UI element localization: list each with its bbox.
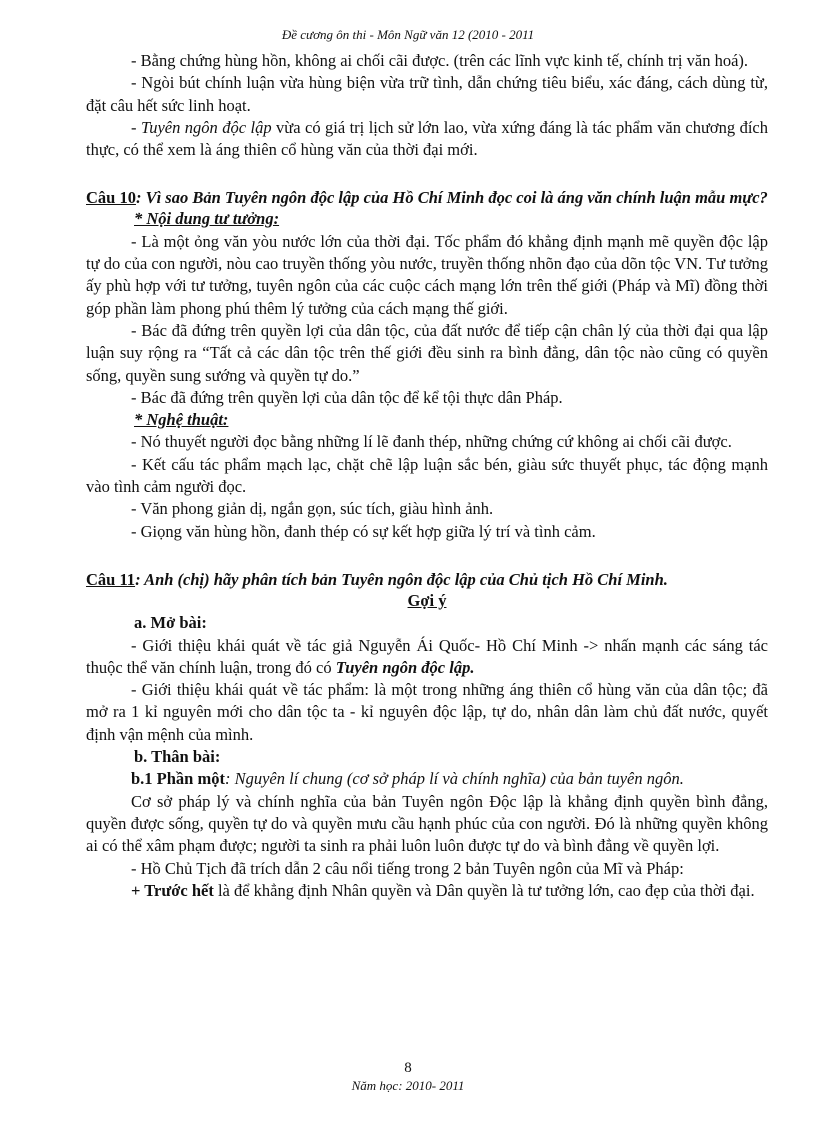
suggestion-heading: Gợi ý: [407, 590, 447, 610]
intro-item-2: - Giới thiệu khái quát về tác phẩm: là một trong những áng thiên cổ hùng văn của dân tộc; đã mở ra 1 kỉ nguyên mới cho dân tộc ta - kỉ nguyên độc lập, tự do, nhân dân làm chủ đất nước, quyết định vận mệnh của mình.: [86, 680, 768, 744]
part-one-title: : Nguyên lí chung (cơ sở pháp lí và chính nghĩa) của bản tuyên ngôn.: [224, 769, 684, 789]
part-one-paragraph-3: [86, 880, 768, 902]
paragraph-evidence: - Bằng chứng hùng hồn, không ai chối cãi được. (trên các lĩnh vực kinh tế, chính trị văn hoá).: [131, 51, 749, 70]
tnd-rest: vừa có giá trị lịch sử lớn lao, vừa xứng đáng là tác phẩm văn chương đích thực, có thể xem là áng thiên cổ hùng văn của thời đại mới.: [86, 117, 768, 160]
first-of-all-rest: là để khẳng định Nhân quyền và Dân quyền là tư tưởng lớn, cao đẹp của thời đại.: [213, 880, 755, 900]
part-one-paragraph-1: Cơ sở pháp lý và chính nghĩa của bản Tuyên ngôn Độc lập là khẳng định quyền bình đẳng, quyền được sống, quyền tự do và quyền mưu cầu hạnh phúc của con người. Đó là những quyền không ai có thể xâm phạm được; người ta sinh ra phải luôn luôn được tự do và bình đẳng về quyền lợi.: [86, 791, 768, 856]
paragraph-tnd-value: [86, 117, 768, 162]
content-heading: * Nội dung tư tưởng:: [134, 209, 280, 229]
intro-item-1-bold: Tuyên ngôn độc lập.: [335, 657, 475, 677]
school-year: Năm học: 2010- 2011: [351, 1078, 465, 1093]
question-10-title: : Vì sao Bản Tuyên ngôn độc lập của Hồ Chí Minh đọc coi là áng văn chính luận mẫu mực?: [135, 188, 768, 208]
content-item-1: - Là một ỏng văn yòu nước lớn của thời đại. Tốc phẩm đó khẳng định mạnh mẽ quyền độc lập tự do của con người, nòu cao truyền thống yòu nước, truyền thống nhõn đạo của dõn tộc VN. Tư tưởng ấy phù hợp với tư tưởng, tuyên ngôn của các cuộc cách mạng lớn trên thế giới (Pháp và Mĩ) đồng thời góp phần làm phong phú thêm lý tưởng của cách mạng thế giới.: [86, 231, 768, 318]
question-11-number: Câu 11: [86, 569, 136, 589]
page-number: 8: [404, 1060, 412, 1076]
question-11-heading: [86, 569, 768, 590]
intro-item-1-text: - Giới thiệu khái quát về tác giả Nguyễn Ái Quốc- Hồ Chí Minh -> nhấn mạnh các sáng tác thuộc thể văn chính luận, trong đó có: [86, 635, 768, 677]
art-heading: * Nghệ thuật:: [134, 410, 229, 430]
art-item-1: - Nó thuyết người đọc bằng những lí lẽ đanh thép, những chứng cứ không ai chối cãi được.: [131, 432, 732, 452]
art-item-2: - Kết cấu tác phẩm mạch lạc, chặt chẽ lập luận sắc bén, giàu sức thuyết phục, tác động mạnh vào tình cảm người đọc.: [86, 454, 768, 497]
first-of-all-bold: + Trước hết: [131, 880, 214, 900]
tnd-title-italic: Tuyên ngôn độc lập: [140, 117, 272, 137]
question-10-heading: [86, 187, 768, 208]
page-header: Đề cương ôn thi - Môn Ngữ văn 12 (2010 - 2011: [281, 27, 535, 42]
document-body: [86, 50, 768, 902]
question-10-number: Câu 10: [86, 188, 136, 208]
tnd-prefix: -: [131, 117, 141, 137]
question-11-title: : Anh (chị) hãy phân tích bản Tuyên ngôn độc lập của Chủ tịch Hồ Chí Minh.: [135, 569, 668, 589]
art-item-4: - Giọng văn hùng hồn, đanh thép có sự kết hợp giữa lý trí và tình cảm.: [131, 521, 596, 541]
part-one-heading: [86, 768, 768, 790]
part-one-label: b.1 Phần một: [131, 769, 225, 789]
intro-item-1: [86, 635, 768, 680]
body-heading: b. Thân bài:: [134, 747, 221, 767]
content-item-2: - Bác đã đứng trên quyền lợi của dân tộc, của đất nước để tiếp cận chân lý của thời đại qua lập luận suy rộng ra “Tất cả các dân tộc trên thế giới đều sinh ra bình đẳng, dân tộc nào cũng có quyền sống, quyền sung sướng và quyền tự do.”: [86, 320, 768, 385]
intro-heading: a. Mở bài:: [134, 613, 207, 633]
content-item-3: - Bác đã đứng trên quyền lợi của dân tộc để kể tội thực dân Pháp.: [131, 387, 563, 407]
art-item-3: - Văn phong giản dị, ngắn gọn, súc tích, giàu hình ảnh.: [131, 499, 494, 519]
part-one-paragraph-2: - Hồ Chủ Tịch đã trích dẫn 2 câu nổi tiếng trong 2 bản Tuyên ngôn của Mĩ và Pháp:: [131, 858, 684, 878]
paragraph-pen-style: - Ngòi bút chính luận vừa hùng biện vừa trữ tình, dẫn chứng tiêu biểu, xác đáng, cách dùng từ, đặt câu hết sức linh hoạt.: [86, 73, 768, 115]
